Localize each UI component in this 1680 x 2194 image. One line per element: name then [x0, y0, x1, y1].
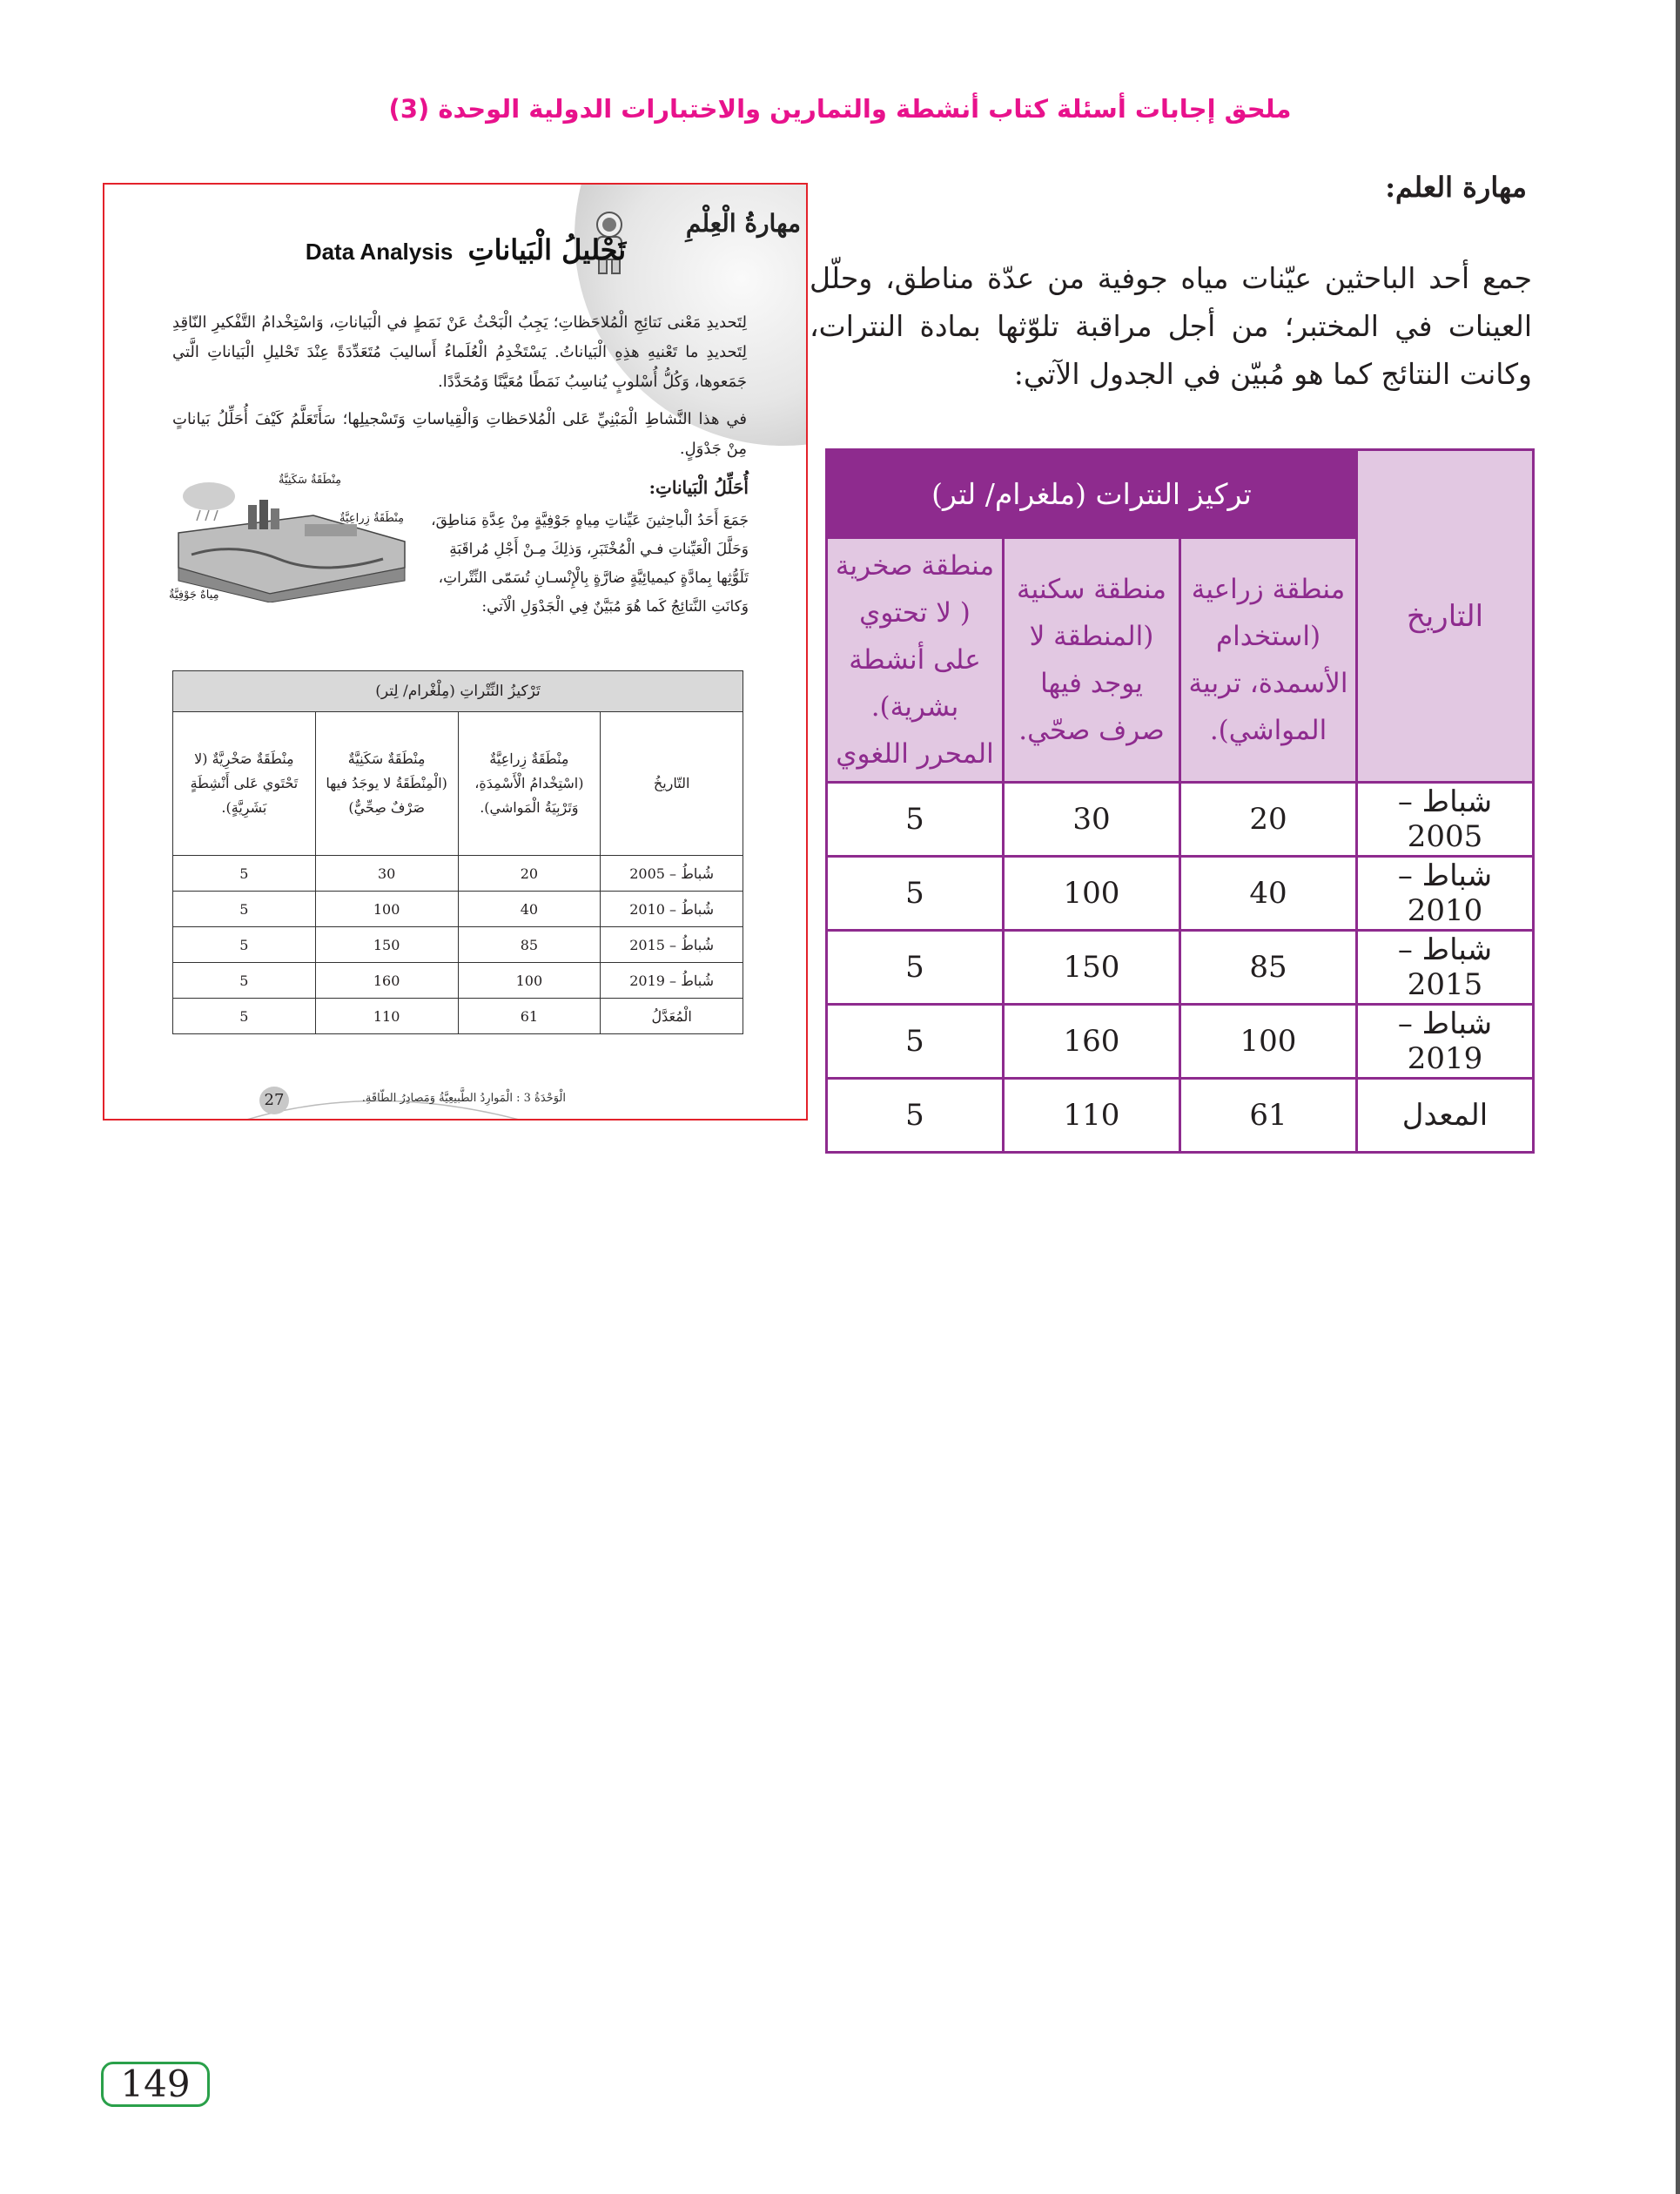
table-cell: 5	[173, 963, 316, 999]
label-groundwater: مِياهٌ جَوْفِيَّةٌ	[169, 589, 219, 602]
label-agricultural: مِنْطَقَةٌ زِراعِيَّةٌ	[339, 512, 405, 525]
excerpt-table	[172, 670, 743, 1034]
table-row	[827, 857, 1534, 931]
table-cell: 110	[315, 999, 458, 1034]
header-date: التاريخ	[1357, 450, 1534, 783]
table-cell: 5	[173, 892, 316, 927]
table-cell: 5	[827, 1005, 1004, 1079]
excerpt-paragraph-2: في هذا النَّشاطِ الْمَبْنِيِّ عَلى الْمُلاحَظاتِ وَالْقِياساتِ وَتَسْجيلِها؛ سَأَتَعَلَّمُ كَيْفَ أُحَلِّلُ بَياناتٍ مِنْ جَدْوَلٍ.	[172, 410, 747, 458]
excerpt-footer-text: الْوَحْدَةُ 3 : الْمَوارِدُ الطَّبيعِيَّةُ وَمَصادِرُ الطّاقَةِ.	[361, 1092, 566, 1105]
table-row	[173, 927, 743, 963]
table-cell: 5	[827, 931, 1004, 1005]
table-row	[827, 1005, 1534, 1079]
table-cell: 100	[315, 892, 458, 927]
excerpt-header-residential: مِنْطَقَةٌ سَكَنِيَّةٌ (الْمِنْطَقَةُ لا يوجَدُ فيها صَرْفٌ صِحِّيٌّ)	[315, 712, 458, 856]
excerpt-footer	[157, 1081, 808, 1121]
header-agricultural: منطقة زراعية (استخدام الأسمدة، تربية المواشي).	[1180, 538, 1357, 783]
table-cell: 40	[1180, 857, 1357, 931]
table-cell: 160	[1004, 1005, 1180, 1079]
skill-heading: مهارة العلم:	[1385, 171, 1527, 204]
textbook-excerpt	[103, 183, 808, 1121]
table-cell: 40	[458, 892, 601, 927]
table-cell: شباط – 2010	[1357, 857, 1534, 931]
table-cell: 160	[315, 963, 458, 999]
table-cell: المعدل	[1357, 1079, 1534, 1153]
table-row	[173, 856, 743, 892]
excerpt-header-rocky: مِنْطَقَةٌ صَخْرِيَّةٌ (لا تَحْتَوي عَلى أَنْشِطَةٍ بَشَرِيَّةٍ).	[173, 712, 316, 856]
table-cell: 5	[827, 857, 1004, 931]
table-cell: 5	[173, 856, 316, 892]
table-cell: شباط – 2019	[1357, 1005, 1534, 1079]
table-cell: 61	[1180, 1079, 1357, 1153]
table-row	[173, 999, 743, 1034]
table-row	[173, 963, 743, 999]
header-residential: منطقة سكنية (المنطقة لا يوجد فيها صرف صحّي.	[1004, 538, 1180, 783]
table-cell: شباط – 2005	[1357, 783, 1534, 857]
page-edge	[1676, 0, 1680, 2194]
intro-paragraph: جمع أحد الباحثين عيّنات مياه جوفية من عدّة مناطق، وحلّل العينات في المختبر؛ من أجل مراقبة تلوّثها بمادة النترات، وكانت النتائج كما هو مُبيّن في الجدول الآتي:	[810, 261, 1532, 391]
table-cell: 30	[1004, 783, 1180, 857]
table-cell: 85	[458, 927, 601, 963]
table-cell: 20	[1180, 783, 1357, 857]
excerpt-title	[279, 233, 653, 266]
table-row	[173, 892, 743, 927]
table-cell: 110	[1004, 1079, 1180, 1153]
header-rocky: منطقة صخرية ( لا تحتوي على أنشطة بشرية). المحرر اللغوي	[827, 538, 1004, 783]
table-cell: 5	[173, 927, 316, 963]
table-title: تركيز النترات (ملغرام/ لتر)	[827, 450, 1357, 538]
table-row	[827, 783, 1534, 857]
table-row	[827, 931, 1534, 1005]
groundwater-diagram	[169, 472, 409, 602]
table-cell: 150	[315, 927, 458, 963]
nitrate-table	[825, 448, 1535, 1154]
excerpt-page-number: 27	[259, 1087, 289, 1114]
table-cell: شُباطُ – 2019	[601, 963, 743, 999]
table-cell: شُباطُ – 2010	[601, 892, 743, 927]
page-header: ملحق إجابات أسئلة كتاب أنشطة والتمارين والاختبارات الدولية الوحدة (3)	[388, 94, 1292, 124]
excerpt-paragraph-3: جَمَعَ أَحَدُ الْباحِثينَ عَيِّناتِ مِياهٍ جَوْفِيَّةٍ مِنْ عِدَّةِ مَناطِقَ، وَحَلَّلَ الْعَيِّناتِ فـي الْمُخْتَبَرِ، وَذلِكَ مِـنْ أَجْلِ مُراقَبَةِ تَلَوُّثِها بِمادَّةٍ كيميائِيَّةٍ ضارَّةٍ بِالْإِنْسـانِ تُسَمّى النِّتْراتِ، وَكانَتِ النَّتائِجُ كَما هُوَ مُبَيَّنٌ فِي الْجَدْوَلِ الْآتي:	[431, 512, 749, 616]
excerpt-subheading: أُحَلِّلُ الْبَياناتِ:	[648, 477, 749, 498]
table-cell: 30	[315, 856, 458, 892]
excerpt-title-ar: تَحْليلُ الْبَياناتِ	[467, 233, 627, 266]
excerpt-header-agricultural: مِنْطَقَةٌ زِراعِيَّةٌ (اسْتِخْدامُ الْأَسْمِدَةِ، وَتَرْبِيَةُ الْمَواشي).	[458, 712, 601, 856]
table-cell: 100	[1180, 1005, 1357, 1079]
table-cell: 20	[458, 856, 601, 892]
excerpt-table-title: تَرْكيزُ النِّتْراتِ (مِلْغْرام/ لِتر)	[173, 671, 743, 712]
table-cell: الْمُعَدَّلُ	[601, 999, 743, 1034]
terrain-illustration	[174, 472, 409, 602]
label-residential: مِنْطَقَةٌ سَكَنِيَّةٌ	[279, 474, 342, 487]
page-number: 149	[101, 2062, 210, 2107]
table-cell: 100	[458, 963, 601, 999]
table-cell: 100	[1004, 857, 1180, 931]
table-cell: 5	[827, 1079, 1004, 1153]
excerpt-title-en: Data Analysis	[305, 239, 454, 265]
table-cell: 85	[1180, 931, 1357, 1005]
table-cell: 61	[458, 999, 601, 1034]
table-cell: 150	[1004, 931, 1180, 1005]
table-cell: شُباطُ – 2005	[601, 856, 743, 892]
table-row	[827, 1079, 1534, 1153]
excerpt-skill-label: مهارةُ الْعِلْمِ	[685, 209, 801, 238]
table-cell: 5	[827, 783, 1004, 857]
excerpt-header-date: التّاريخُ	[601, 712, 743, 856]
table-cell: شباط – 2015	[1357, 931, 1534, 1005]
excerpt-paragraph-1: لِتَحديدِ مَعْنى نَتائِجِ الْمُلاحَظاتِ؛ يَجِبُ الْبَحْثُ عَنْ نَمَطٍ في الْبَياناتِ، وَاسْتِخْدامُ التَّفْكيرِ النّاقِدِ لِتَحديدِ ما تَعْنيهِ هذِهِ الْبَياناتُ. يَسْتَخْدِمُ الْعُلَماءُ أَساليبَ مُتَعَدِّدَةً عِنْدَ تَحْليلِ الْبَياناتِ الَّتي جَمَعوها، وَكُلُّ أُسْلوبٍ يُناسِبُ نَمَطًا مُعَيَّنًا وَمُحَدَّدًا.	[172, 313, 747, 391]
table-cell: شُباطُ – 2015	[601, 927, 743, 963]
table-cell: 5	[173, 999, 316, 1034]
